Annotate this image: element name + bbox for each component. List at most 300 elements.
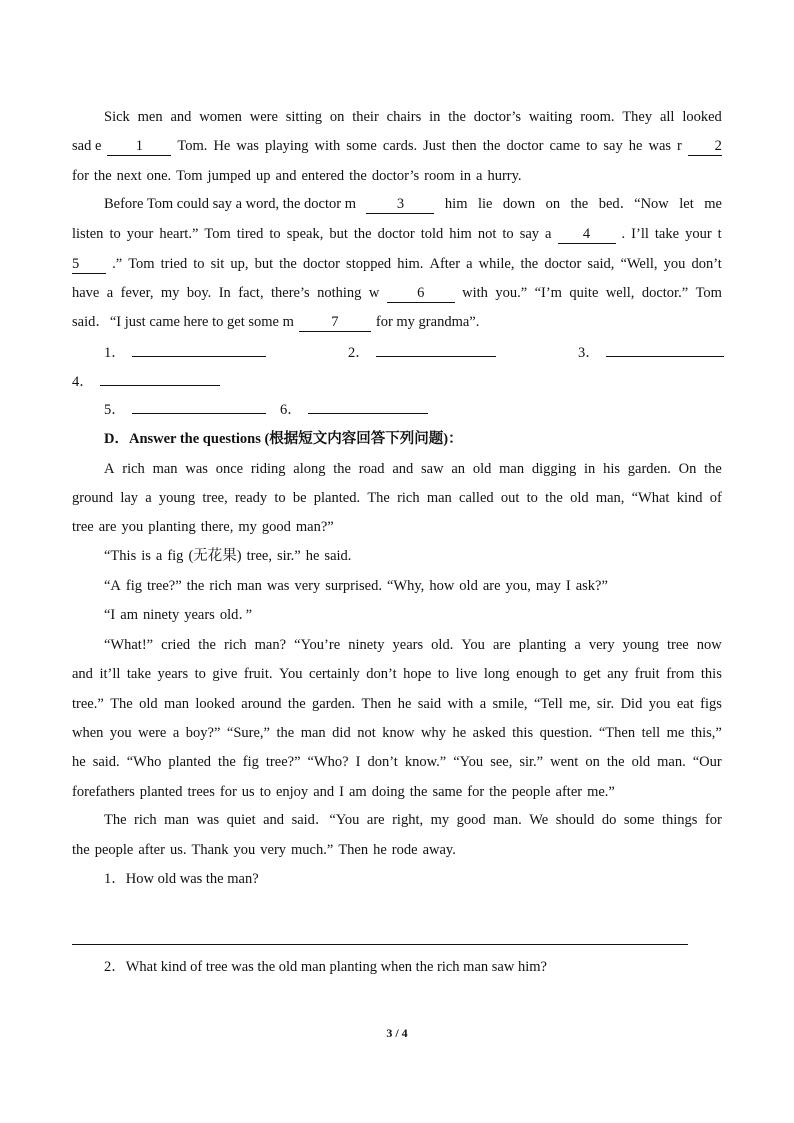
word: women [199, 109, 242, 125]
story-line [72, 515, 722, 539]
word: the [349, 168, 367, 184]
word: entered [301, 168, 345, 184]
word: garden. [312, 696, 356, 712]
word: sitting [285, 109, 323, 125]
word: your [126, 226, 154, 242]
word: Tom [176, 168, 203, 184]
word: up, [230, 256, 249, 272]
word: “Who [126, 754, 162, 770]
word: very [294, 578, 321, 594]
passage-c-line [72, 222, 722, 246]
passage-c-line: Before Tom could say a word, the doctor m 3 him lie down on the bed．“Now let me [104, 192, 722, 216]
word: you [648, 696, 671, 712]
word: Then [338, 842, 369, 858]
word: ground [72, 490, 114, 506]
word: to [109, 226, 121, 242]
word: ninety [348, 637, 385, 653]
word: is [141, 548, 151, 564]
word: young [158, 490, 196, 506]
word: to [526, 490, 538, 506]
word: don’t [691, 256, 722, 272]
word: listen [72, 226, 104, 242]
word: out [500, 490, 520, 506]
word: “What!” [104, 637, 154, 653]
story-line [104, 603, 722, 627]
word: quite [569, 285, 599, 301]
word: from [666, 666, 695, 682]
word: jumped [207, 168, 252, 184]
word: cried [161, 637, 191, 653]
word: old [459, 578, 478, 594]
word: him. [397, 256, 424, 272]
word: old [570, 490, 589, 506]
passage-c-line [72, 164, 722, 188]
word: years [392, 637, 424, 653]
word: the [489, 784, 507, 800]
word: rich [224, 637, 247, 653]
word: “What [631, 490, 670, 506]
word: room. [580, 109, 615, 125]
word: “I’m [534, 285, 562, 301]
word: planted. [313, 490, 361, 506]
word: tree [666, 637, 689, 653]
word: to [194, 666, 206, 682]
answer-field[interactable]: 6． [280, 397, 428, 422]
word: eat [676, 696, 694, 712]
word: Did [620, 696, 643, 712]
word: say [519, 226, 540, 242]
word: Tom [204, 226, 231, 242]
word: Then [361, 696, 392, 712]
blank-1[interactable]: 1 [107, 137, 171, 156]
word: garden. [627, 461, 671, 477]
word: boy?” [185, 725, 221, 741]
word: him [444, 196, 468, 212]
word: one. [146, 168, 172, 184]
word: right, [392, 812, 424, 828]
word: said. [324, 548, 352, 564]
word: was [196, 812, 220, 828]
word: to [586, 138, 598, 154]
word: rich [209, 578, 232, 594]
word: along [293, 461, 326, 477]
word: away. [422, 842, 456, 858]
word: planting [148, 519, 196, 535]
word: digging [531, 461, 577, 477]
word: men [137, 109, 163, 125]
word: well, [605, 285, 635, 301]
word: your [685, 226, 712, 242]
word: man?” [295, 519, 334, 535]
word: The [110, 696, 133, 712]
word: the [448, 109, 466, 125]
word: enough [516, 666, 559, 682]
word: fig [167, 548, 184, 564]
word: road [358, 461, 385, 477]
word: lie [477, 196, 493, 212]
word: tell [641, 725, 661, 741]
word: fruit. [243, 666, 273, 682]
blank-4[interactable]: 4 [558, 225, 616, 244]
word: me [666, 725, 685, 741]
word: a [155, 548, 163, 564]
answer-line[interactable] [132, 340, 266, 357]
word: don’t [366, 666, 397, 682]
word: quiet [226, 812, 256, 828]
word: a [106, 285, 114, 301]
word: the [520, 256, 539, 272]
word: are [492, 637, 511, 653]
answer-line[interactable] [308, 397, 428, 414]
word: the [353, 226, 372, 242]
word: riding [250, 461, 286, 477]
answer-line[interactable] [132, 397, 266, 414]
story-line [72, 780, 722, 804]
word: there’s [271, 285, 310, 301]
word: tree.” [72, 696, 104, 712]
word: see, [490, 754, 513, 770]
answer-field[interactable]: 1． [104, 340, 266, 365]
word: to [259, 784, 271, 800]
word: the [279, 256, 297, 272]
word: “You [453, 754, 484, 770]
word: “Who? [307, 754, 349, 770]
answer-field[interactable]: 5． [104, 397, 266, 422]
blank-3[interactable]: 3 [366, 195, 434, 214]
word: rich [134, 812, 157, 828]
word: this [700, 666, 722, 682]
word: me [704, 196, 722, 212]
word: man [426, 490, 452, 506]
word: was [266, 578, 290, 594]
word: me, [569, 696, 591, 712]
story-line [72, 721, 722, 745]
word: man, [595, 490, 625, 506]
word: We [529, 812, 549, 828]
word: smile, [492, 696, 528, 712]
word: with [447, 696, 474, 712]
word: up [256, 168, 271, 184]
answer-field[interactable]: 2． [348, 340, 496, 365]
question-2: 2．What kind of tree was the old man planting when the rich man saw him? [104, 959, 547, 975]
word: you [109, 725, 132, 741]
word: people [511, 784, 551, 800]
word: my [430, 812, 450, 828]
word: I [355, 754, 361, 770]
word: looked [195, 696, 235, 712]
word: have [72, 285, 100, 301]
word: a [476, 168, 483, 184]
word: their [352, 109, 379, 125]
word: stopped [346, 256, 392, 272]
word: a [574, 637, 581, 653]
passage-c-line [72, 281, 722, 305]
word: to [502, 226, 514, 242]
word: do [601, 812, 617, 828]
word: but [329, 226, 348, 242]
word: the [704, 461, 722, 477]
word: did [332, 725, 351, 741]
word: you, [505, 578, 531, 594]
word: was [648, 138, 672, 154]
word: give [212, 666, 238, 682]
word: and [275, 168, 297, 184]
word: The [104, 812, 127, 828]
word: I’ll [631, 226, 649, 242]
word: the [218, 754, 236, 770]
word: live [455, 666, 478, 682]
passage-c-line: sad e 1 Tom. He was playing with some cards. Just then the doctor came to say he was r 2 [72, 134, 722, 158]
word: the [545, 490, 563, 506]
word: know.” [404, 754, 447, 770]
word: I [565, 578, 571, 594]
word: people [94, 842, 134, 858]
word: ask?” [575, 578, 608, 594]
word: A [104, 461, 115, 477]
word: a [479, 696, 487, 712]
word: it’ll [99, 666, 121, 682]
word: say [603, 138, 623, 154]
word: after [555, 784, 583, 800]
word: in [584, 461, 596, 477]
word: let [679, 196, 694, 212]
word: very [588, 637, 615, 653]
passage-c-line [104, 105, 722, 129]
word: man [152, 461, 178, 477]
word: very [260, 842, 287, 858]
word: “Our [692, 754, 722, 770]
word: doctor [506, 138, 544, 154]
word: called [459, 490, 494, 506]
word: .” [112, 256, 123, 272]
word: but [254, 256, 274, 272]
blank-7[interactable]: 7 [299, 313, 371, 332]
word: and [392, 461, 414, 477]
word: nothing [317, 285, 362, 301]
word: and [170, 109, 192, 125]
word: years [184, 607, 215, 623]
blank-6[interactable]: 6 [387, 284, 455, 303]
word: (无花果) [188, 548, 242, 564]
answer-field[interactable]: 4． [72, 369, 220, 394]
word: there, [200, 519, 234, 535]
word: ready [234, 490, 268, 506]
word: should [555, 812, 595, 828]
word: went [550, 754, 579, 770]
word: with [462, 285, 488, 301]
word: In [218, 285, 231, 301]
word: hope [403, 666, 432, 682]
word: for [219, 784, 237, 800]
word: trees [187, 784, 215, 800]
word: he [452, 725, 467, 741]
word: rich [397, 490, 420, 506]
word: know [382, 725, 415, 741]
word: am [348, 784, 367, 800]
word: rich [122, 461, 145, 477]
word: sir. [596, 696, 615, 712]
word: to [269, 226, 281, 242]
word: be [292, 490, 307, 506]
word: was [236, 138, 259, 154]
word: fever, [120, 285, 154, 301]
word: years [157, 666, 189, 682]
word: doctor.” [641, 285, 689, 301]
word: an [451, 461, 466, 477]
passage-c-line [72, 252, 722, 276]
word: to [437, 666, 450, 682]
word: t [717, 226, 722, 242]
word: us [241, 784, 255, 800]
word: some [623, 812, 655, 828]
story-line [72, 486, 722, 510]
word: They [622, 109, 653, 125]
word: and [313, 784, 335, 800]
word: fig [242, 754, 259, 770]
word: some [346, 138, 377, 154]
word: he [305, 548, 320, 564]
word: sit [210, 256, 225, 272]
word: my [238, 519, 257, 535]
word: were [138, 725, 167, 741]
word: old [472, 461, 492, 477]
story-line [72, 838, 722, 862]
word: “Tell [533, 696, 563, 712]
word: tired [236, 226, 264, 242]
blank-5[interactable]: 5 [72, 255, 106, 274]
word: Thank [191, 842, 229, 858]
word: doctor’s [371, 168, 420, 184]
word: same [432, 784, 463, 800]
word: asked [472, 725, 506, 741]
word: ninety [142, 607, 180, 623]
word: are [98, 519, 117, 535]
word: and [72, 666, 93, 682]
word: You [278, 666, 303, 682]
answer-field[interactable]: 3． [578, 340, 724, 365]
word: tree [72, 519, 94, 535]
word: in [459, 168, 472, 184]
word: . [621, 226, 626, 242]
word: you [233, 842, 256, 858]
word: for [467, 784, 485, 800]
word: “Well, [620, 256, 658, 272]
answer-line[interactable] [606, 340, 724, 357]
word: hurry. [487, 168, 522, 184]
word: tree?” [265, 754, 301, 770]
word: are [366, 812, 385, 828]
answer-line[interactable] [376, 340, 496, 357]
word: how [429, 578, 455, 594]
word: on [585, 754, 600, 770]
word: “Sure,” [226, 725, 270, 741]
word: he [628, 138, 643, 154]
word: don’t [367, 754, 398, 770]
word: tree, [202, 490, 228, 506]
word: around [241, 696, 282, 712]
word: get [583, 666, 601, 682]
passage-c-line: said．“I just came here to get some m 7 for my grandma”. [72, 314, 480, 330]
word: not [477, 226, 497, 242]
answer-line-q1[interactable] [72, 944, 688, 945]
word: planted [168, 754, 212, 770]
word: man [164, 696, 190, 712]
word: a [545, 226, 552, 242]
word: “I [104, 607, 116, 623]
answer-line[interactable] [100, 369, 220, 386]
word: certainly [309, 666, 360, 682]
word: then [451, 138, 477, 154]
word: doctor’s [473, 109, 522, 125]
word: came [549, 138, 581, 154]
blank-2[interactable]: 2 [688, 137, 722, 156]
word: “Why, [387, 578, 425, 594]
word: after [138, 842, 165, 858]
story-line [104, 544, 722, 568]
word: doing [371, 784, 405, 800]
word: doctor [302, 256, 340, 272]
word: waiting [528, 109, 573, 125]
word: Tom [128, 256, 155, 272]
word: old [139, 696, 158, 712]
word: may [535, 578, 561, 594]
word: bed．“Now [598, 196, 669, 212]
word: Just [423, 138, 446, 154]
word: to [274, 490, 286, 506]
word: why [420, 725, 446, 741]
word: to [565, 666, 577, 682]
word: tried [160, 256, 188, 272]
word: surprised. [325, 578, 382, 594]
word: you [663, 256, 686, 272]
word: told [420, 226, 444, 242]
word: sir.” [276, 548, 301, 564]
word: The [367, 490, 390, 506]
word: a [466, 256, 473, 272]
word: man. [493, 812, 522, 828]
word: the [198, 637, 216, 653]
word: said, [587, 256, 615, 272]
word: for [72, 168, 89, 184]
word: old. [431, 637, 454, 653]
word: now [696, 637, 722, 653]
word: man [164, 812, 190, 828]
word: fig [125, 578, 143, 594]
section-d-heading: D．Answer the questions (根据短文内容回答下列问题)： [104, 431, 463, 447]
word: when [72, 725, 104, 741]
word: am [120, 607, 138, 623]
word: the [409, 784, 428, 800]
word: said．“You [291, 812, 360, 828]
word: while, [478, 256, 515, 272]
story-line [104, 633, 722, 657]
page-number: 3 / 4 [386, 1026, 408, 1040]
word: “Then [598, 725, 636, 741]
word: saw [421, 461, 444, 477]
word: sir.” [519, 754, 544, 770]
word: he [72, 754, 86, 770]
word: tree?” [147, 578, 182, 594]
word: the [276, 725, 295, 741]
word: him [449, 226, 472, 242]
word: me.” [587, 784, 615, 800]
word: fruit [634, 666, 660, 682]
word: boy. [186, 285, 212, 301]
word: After [429, 256, 461, 272]
word: “You’re [294, 637, 341, 653]
word: for [704, 812, 722, 828]
story-line [104, 457, 722, 481]
